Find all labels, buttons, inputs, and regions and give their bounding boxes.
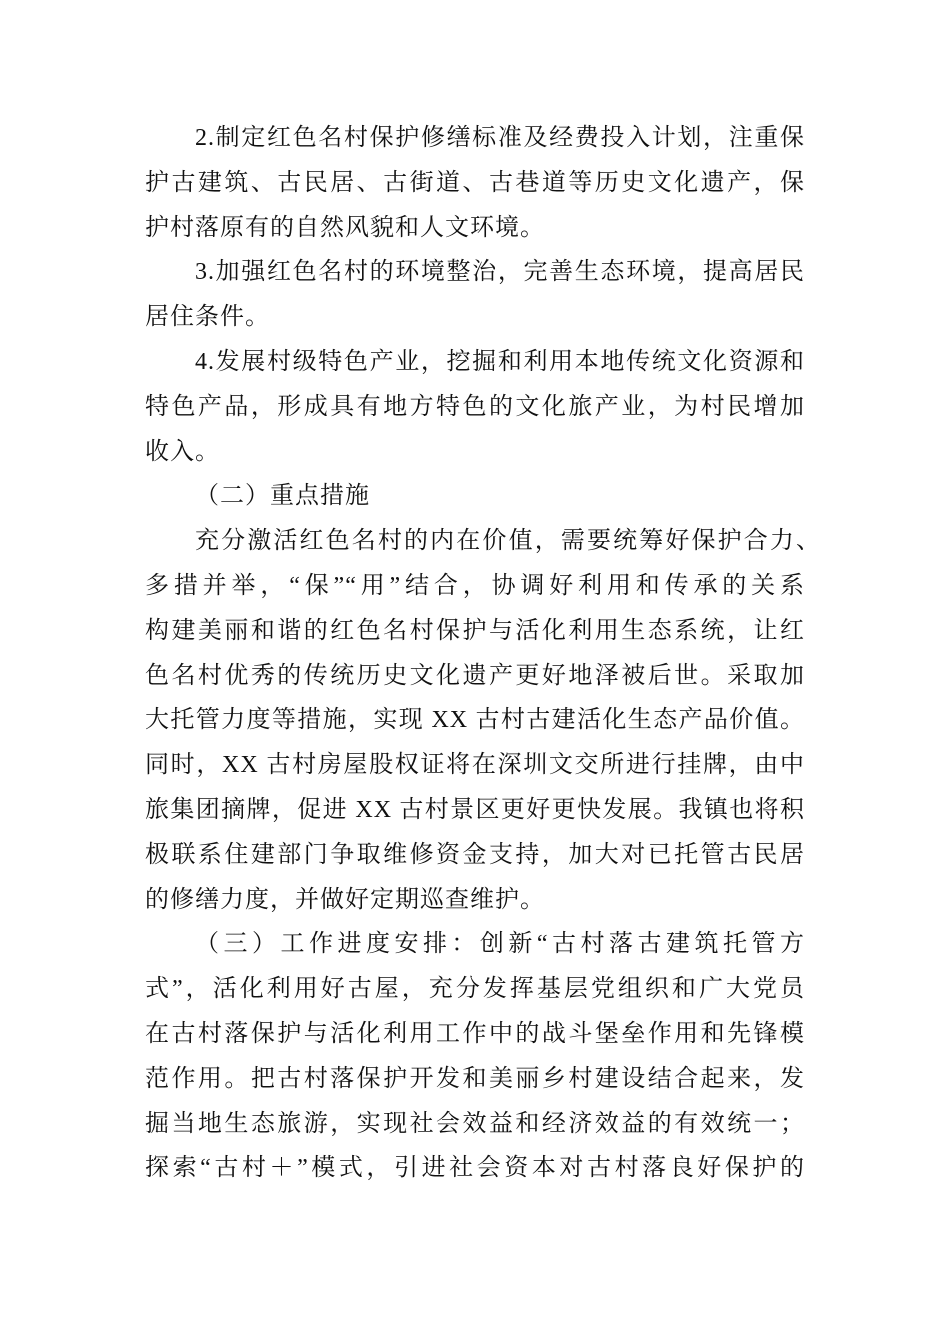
text-line: 的修缮力度，并做好定期巡查维护。 <box>145 886 545 913</box>
section-heading-key-measures <box>145 474 805 519</box>
text-line: 充分激活红色名村的内在价值，需要统筹好保护合力、 <box>195 528 821 555</box>
text-line: 2.制定红色名村保护修缮标准及经费投入计划，注重保 <box>195 125 805 151</box>
text-line: 式”，活化利用好古屋，充分发挥基层党组织和广大党员 <box>145 976 805 1003</box>
text-line: 4.发展村级特色产业，挖掘和利用本地传统文化资源和 <box>195 348 805 375</box>
text-line: 色名村优秀的传统历史文化遗产更好地泽被后世。采取加 <box>145 662 805 689</box>
text-line: 同时，XX 古村房屋股权证将在深圳文交所进行挂牌，由中 <box>145 752 805 779</box>
paragraph-key-measures <box>145 519 821 922</box>
text-line: 掘当地生态旅游，实现社会效益和经济效益的有效统一； <box>145 1110 805 1137</box>
text-line: 极联系住建部门争取维修资金支持，加大对已托管古民居 <box>145 841 805 868</box>
text-line: 护古建筑、古民居、古街道、古巷道等历史文化遗产，保 <box>145 169 805 196</box>
paragraph-schedule <box>145 922 805 1191</box>
text-line: 大托管力度等措施，实现 XX 古村古建活化生态产品价值。 <box>145 707 805 734</box>
text-line: 3.加强红色名村的环境整治，完善生态环境，提高居民 <box>195 259 805 286</box>
paragraph-item-2 <box>145 116 805 250</box>
text-line: 旅集团摘牌，促进 XX 古村景区更好更快发展。我镇也将积 <box>145 796 805 823</box>
text-line: （三）工作进度安排：创新“古村落古建筑托管方 <box>195 931 805 958</box>
text-line: 多措并举，“保”“用”结合，协调好利用和传承的关系 <box>145 572 805 599</box>
text-line: 范作用。把古村落保护开发和美丽乡村建设结合起来，发 <box>145 1065 805 1092</box>
paragraph-item-3 <box>145 250 805 340</box>
heading-text: （二）重点措施 <box>195 483 370 510</box>
text-line: 特色产品，形成具有地方特色的文化旅产业，为村民增加 <box>145 393 805 420</box>
text-line: 收入。 <box>145 438 220 465</box>
text-line: 在古村落保护与活化利用工作中的战斗堡垒作用和先锋模 <box>145 1020 805 1047</box>
text-line: 构建美丽和谐的红色名村保护与活化利用生态系统，让红 <box>145 617 805 644</box>
document-page <box>145 116 821 1191</box>
text-line: 护村落原有的自然风貌和人文环境。 <box>145 214 545 241</box>
text-line: 居住条件。 <box>145 304 270 331</box>
paragraph-item-4 <box>145 340 805 474</box>
text-line: 探索“古村＋”模式，引进社会资本对古村落良好保护的 <box>145 1155 805 1182</box>
